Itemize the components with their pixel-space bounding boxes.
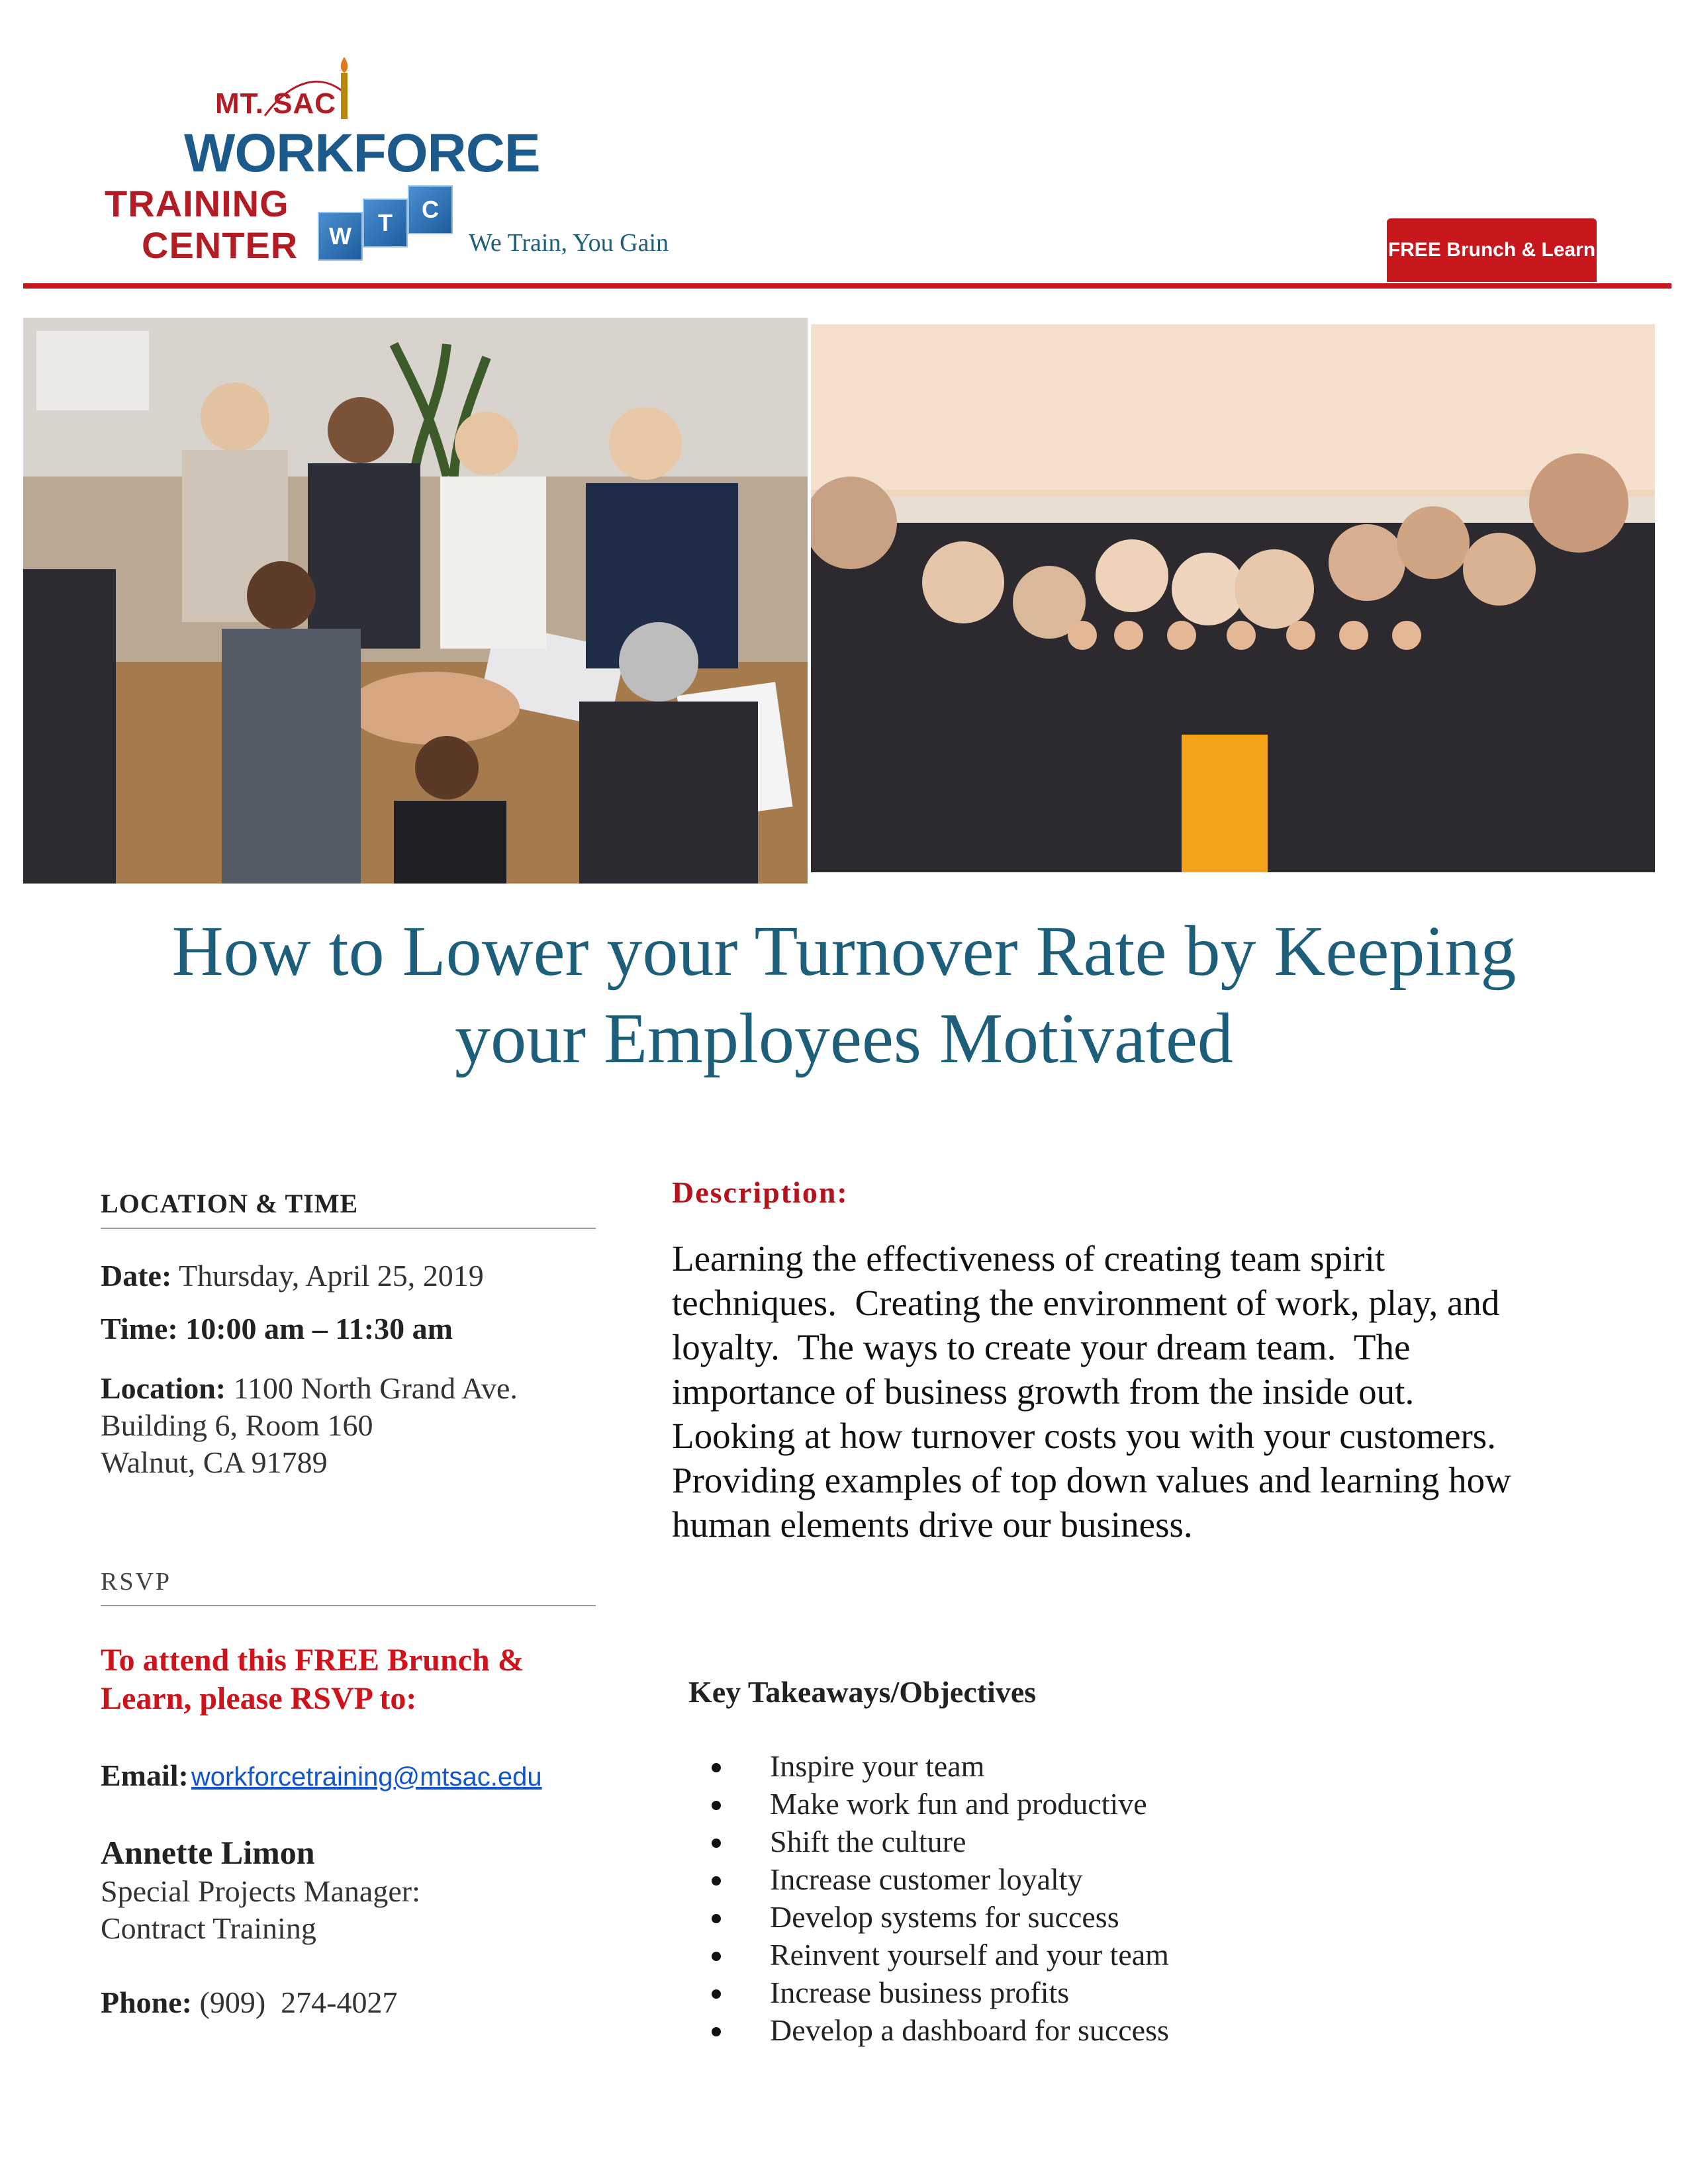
description-line: loyalty. The ways to create your dream team. The [672, 1327, 1411, 1367]
rsvp-email [101, 1757, 630, 1794]
contact-name: Annette Limon [101, 1834, 315, 1871]
header-divider [23, 283, 1671, 289]
description-line: importance of business growth from the inside out. [672, 1371, 1415, 1412]
phone-value: (909) 274-4027 [199, 1985, 398, 2019]
photo-team-thumbs-up [811, 324, 1655, 872]
rsvp-heading: RSVP [101, 1568, 172, 1596]
logo-cube-w: W [318, 212, 363, 261]
list-item: Develop systems for success [685, 1898, 1546, 1936]
key-takeaways-list [685, 1747, 1546, 2049]
list-item: Make work fun and productive [685, 1785, 1546, 1823]
list-item: Reinvent yourself and your team [685, 1936, 1546, 1974]
email-link[interactable]: workforcetraining@mtsac.edu [191, 1762, 542, 1792]
time-label: Time: [101, 1312, 178, 1345]
event-date [101, 1257, 604, 1295]
location-label: Location: [101, 1371, 226, 1405]
description-line: Learning the effectiveness of creating team spirit [672, 1238, 1385, 1279]
rsvp-note [101, 1641, 617, 1718]
team-hands-together-photo [23, 318, 808, 884]
event-time [101, 1310, 604, 1347]
location-line-2: Building 6, Room 160 [101, 1408, 373, 1442]
description-line: human elements drive our business. [672, 1504, 1193, 1545]
location-time-heading: LOCATION & TIME [101, 1189, 359, 1218]
contact-phone [101, 1984, 604, 2021]
list-item: Increase customer loyalty [685, 1860, 1546, 1898]
list-item: Increase business profits [685, 1974, 1546, 2011]
list-item: Develop a dashboard for success [685, 2011, 1546, 2049]
contact-title-line-2: Contract Training [101, 1911, 316, 1945]
phone-label: Phone: [101, 1985, 192, 2019]
date-value: Thursday, April 25, 2019 [178, 1259, 484, 1293]
logo-cube-t: T [363, 199, 408, 248]
key-takeaways-heading: Key Takeaways/Objectives [688, 1675, 1037, 1709]
description-heading: Description: [672, 1175, 849, 1209]
page-title-line-1: How to Lower your Turnover Rate by Keeping [171, 912, 1517, 991]
description-body [672, 1236, 1632, 1547]
description-line: Providing examples of top down values and learning how [672, 1460, 1511, 1500]
contact-title [101, 1873, 604, 1947]
description-line: Looking at how turnover costs you with your customers. [672, 1416, 1496, 1456]
logo-workforce-text: WORKFORCE [184, 123, 540, 183]
workforce-training-center-logo [99, 53, 540, 271]
logo-center-text: CENTER [142, 224, 299, 266]
list-item: Shift the culture [685, 1823, 1546, 1860]
location-line-3: Walnut, CA 91789 [101, 1445, 328, 1479]
logo-mtsac-text: MT. SAC [215, 87, 336, 120]
rsvp-divider [101, 1605, 596, 1606]
contact-title-line-1: Special Projects Manager: [101, 1874, 420, 1908]
logo-training-text: TRAINING [105, 183, 289, 224]
description-line: techniques. Creating the environment of work, play, and [672, 1283, 1500, 1323]
location-time-divider [101, 1228, 596, 1229]
time-value: 10:00 am – 11:30 am [185, 1312, 453, 1345]
logo-cube-c: C [408, 185, 453, 234]
rsvp-note-line-2: Learn, please RSVP to: [101, 1681, 417, 1716]
date-label: Date: [101, 1259, 172, 1293]
rsvp-note-line-1: To attend this FREE Brunch & [101, 1643, 524, 1678]
free-brunch-badge: FREE Brunch & Learn [1387, 218, 1597, 282]
photo-team-hands [23, 318, 808, 884]
event-location [101, 1370, 604, 1481]
list-item: Inspire your team [685, 1747, 1546, 1785]
location-line-1: 1100 North Grand Ave. [233, 1371, 518, 1405]
page-title-line-2: your Employees Motivated [455, 999, 1233, 1078]
tagline: We Train, You Gain [469, 229, 669, 257]
page-title [99, 908, 1589, 1083]
email-label: Email: [101, 1758, 189, 1792]
team-thumbs-up-photo [811, 324, 1655, 872]
